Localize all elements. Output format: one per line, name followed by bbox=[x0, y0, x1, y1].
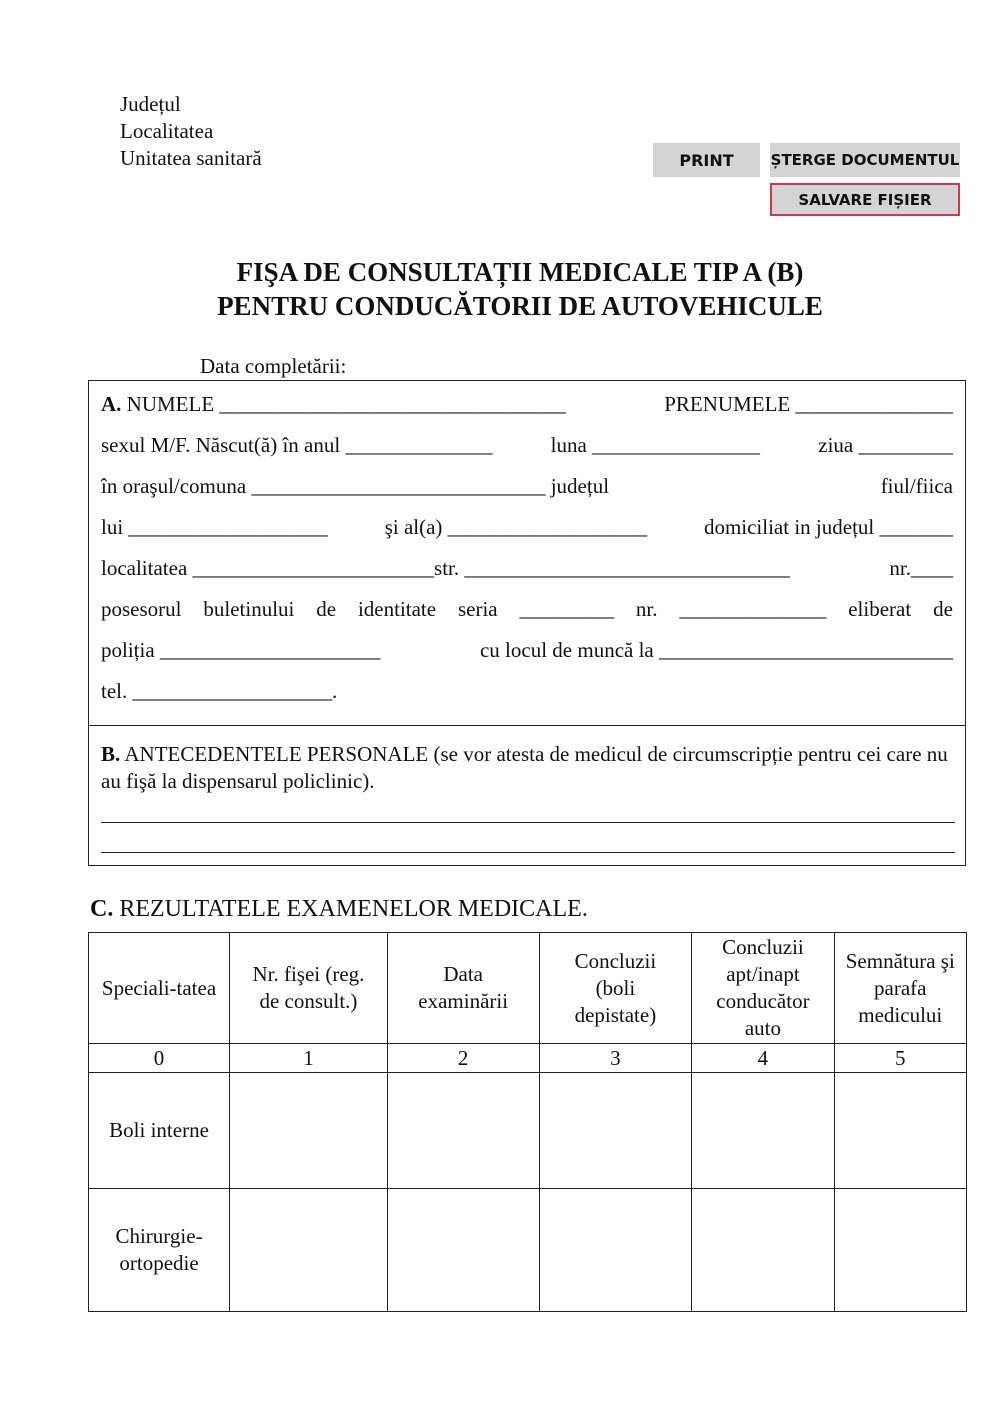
history-line-2[interactable] bbox=[101, 852, 955, 853]
birth-month-field[interactable]: luna ________________ bbox=[550, 433, 761, 457]
table-cell[interactable] bbox=[387, 1073, 539, 1189]
header-block bbox=[120, 91, 262, 172]
table-cell[interactable] bbox=[539, 1073, 692, 1189]
first-name-field[interactable]: PRENUMELE _______________ bbox=[664, 392, 953, 416]
section-b-box bbox=[88, 725, 966, 866]
header-specialty: Speciali-tatea bbox=[89, 933, 230, 1044]
county-label: Județul bbox=[120, 92, 181, 116]
birth-line bbox=[101, 433, 953, 458]
id-word: de bbox=[933, 597, 953, 621]
address-line bbox=[101, 556, 953, 581]
title-line-2: PENTRU CONDUCĂTORII DE AUTOVEHICULE bbox=[217, 291, 823, 321]
section-c-title bbox=[90, 896, 588, 923]
son-daughter-label: fiul/fiica bbox=[880, 474, 953, 498]
locality-street-field[interactable]: localitatea _______________________str. _______________________________ bbox=[101, 556, 790, 580]
id-series-field[interactable]: _________ bbox=[519, 597, 614, 621]
mother-name-field[interactable]: şi al(a) ___________________ bbox=[384, 515, 648, 539]
locality-label: Localitatea bbox=[120, 119, 214, 143]
table-cell[interactable] bbox=[387, 1189, 539, 1312]
print-button[interactable]: PRINT bbox=[653, 143, 760, 177]
history-line-1[interactable] bbox=[101, 822, 955, 823]
table-cell[interactable] bbox=[539, 1189, 692, 1312]
header-signature: Semnătura şi parafa medicului bbox=[834, 933, 966, 1044]
table-cell[interactable] bbox=[692, 1189, 834, 1312]
table-cell[interactable] bbox=[230, 1189, 388, 1312]
last-name-field[interactable]: NUMELE _________________________________ bbox=[126, 392, 566, 416]
street-number-field[interactable]: nr.____ bbox=[889, 556, 953, 580]
father-name-field[interactable]: lui ___________________ bbox=[101, 515, 328, 539]
id-word: de bbox=[316, 597, 337, 621]
title-line-1: FIŞA DE CONSULTAȚII MEDICALE TIP A (B) bbox=[236, 257, 804, 287]
table-cell[interactable] bbox=[834, 1189, 966, 1312]
column-number-row bbox=[89, 1044, 967, 1073]
medical-results-table bbox=[88, 932, 967, 1312]
save-file-button[interactable]: SALVARE FIȘIER bbox=[770, 183, 960, 216]
column-number: 1 bbox=[230, 1044, 388, 1073]
header-exam-date: Data examinării bbox=[387, 933, 539, 1044]
column-number: 2 bbox=[387, 1044, 539, 1073]
birthplace-line bbox=[101, 474, 953, 499]
id-word: buletinului bbox=[203, 597, 295, 621]
id-word: eliberat bbox=[848, 597, 912, 621]
table-row bbox=[89, 1073, 967, 1189]
table-cell[interactable] bbox=[692, 1073, 834, 1189]
page-title bbox=[0, 255, 1000, 323]
header-conclusions: Concluzii (boli depistate) bbox=[539, 933, 692, 1044]
parents-line bbox=[101, 515, 953, 540]
specialty-internal-medicine: Boli interne bbox=[89, 1073, 230, 1189]
table-cell[interactable] bbox=[834, 1073, 966, 1189]
workplace-field[interactable]: cu locul de muncă la ____________________________ bbox=[479, 638, 953, 662]
table-row bbox=[89, 1189, 967, 1312]
phone-field[interactable]: tel. ___________________. bbox=[101, 679, 338, 703]
column-number: 3 bbox=[539, 1044, 692, 1073]
id-number-field[interactable]: ______________ bbox=[679, 597, 827, 621]
sanitary-unit-label: Unitatea sanitară bbox=[120, 146, 262, 170]
header-fitness: Concluzii apt/inapt conducător auto bbox=[692, 933, 834, 1044]
header-file-number: Nr. fişei (reg. de consult.) bbox=[230, 933, 388, 1044]
completion-date-label: Data completării: bbox=[200, 354, 347, 378]
birth-city-field[interactable]: în oraşul/comuna ____________________________ bbox=[101, 474, 546, 498]
id-word: seria bbox=[457, 597, 498, 621]
birth-day-field[interactable]: ziua _________ bbox=[818, 433, 953, 457]
table-header-row bbox=[89, 933, 967, 1044]
birth-year-field[interactable]: sexul M/F. Născut(ă) în anul ______________ bbox=[101, 433, 493, 457]
clear-document-button[interactable]: ȘTERGE DOCUMENTUL bbox=[770, 143, 960, 177]
id-word: posesorul bbox=[101, 597, 182, 621]
birth-county-label: județul bbox=[550, 474, 610, 498]
section-b-text bbox=[101, 741, 957, 795]
personal-history-label: ANTECEDENTELE PERSONALE (se vor atesta de medicul de circumscripție pentru cei care nu au fişă la dispensarul policlinic). bbox=[101, 742, 948, 793]
column-number: 0 bbox=[89, 1044, 230, 1073]
table-cell[interactable] bbox=[230, 1073, 388, 1189]
section-a-box bbox=[88, 380, 966, 725]
id-word: nr. bbox=[635, 597, 658, 621]
name-line bbox=[101, 392, 953, 417]
column-number: 4 bbox=[692, 1044, 834, 1073]
column-number: 5 bbox=[834, 1044, 966, 1073]
police-work-line bbox=[101, 638, 953, 663]
domicile-county-field[interactable]: domiciliat in județul _______ bbox=[703, 515, 953, 539]
section-c-letter: C. bbox=[90, 896, 114, 922]
police-field[interactable]: poliția _____________________ bbox=[101, 638, 381, 662]
section-c-label: REZULTATELE EXAMENELOR MEDICALE. bbox=[119, 896, 588, 922]
section-b-letter: B. bbox=[101, 742, 121, 766]
id-card-line bbox=[101, 597, 953, 622]
section-a-letter: A. bbox=[101, 392, 122, 416]
specialty-surgery: Chirurgie-ortopedie bbox=[89, 1189, 230, 1312]
id-word: identitate bbox=[357, 597, 437, 621]
